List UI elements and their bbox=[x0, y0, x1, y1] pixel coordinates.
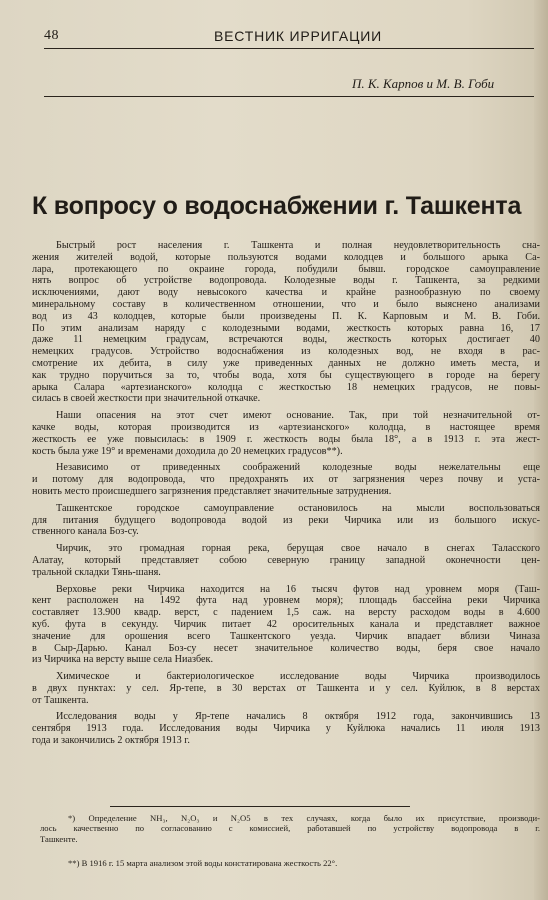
paragraph bbox=[32, 671, 540, 706]
text-line: минеральному составу в количественном отношении, что и было выяснено анализами bbox=[32, 298, 540, 310]
text-line: в двух пунктах: у сел. Яр-тепе, в 30 верстах от Ташкента и у сел. Куйлюк, в 8 верстах bbox=[32, 682, 540, 694]
text-line: Химическое и бактериологическое исследование воды Чирчика производилось bbox=[56, 671, 540, 683]
text-line: ственного канала Боз-су. bbox=[32, 526, 139, 538]
text-line: жесткость ее уже повысилась: в 1909 г. жесткость воды была 18°, а в 1913 г. эта жест- bbox=[32, 433, 540, 445]
paragraph bbox=[32, 584, 540, 667]
text-line: Чирчик, это громадная горная река, берущая свое начало в снегах Таласского bbox=[56, 543, 540, 555]
text-line: значение для орошения всего Ташкентского уезда. Чирчик впадает вблизи Чиназа bbox=[32, 630, 540, 642]
text-line: Ташкентское городское самоуправление остановилось на мысли воспользоваться bbox=[56, 502, 540, 514]
text-line: от Ташкента. bbox=[32, 694, 89, 706]
text-line: и потому для водопровода, что предохранять их от загрязнения через почву и уста- bbox=[32, 474, 540, 486]
footnote-line: *) Определение NH₃, N₂O₃ и N₂O5 в тех случаях, когда было их присутствие, производи- bbox=[68, 813, 540, 823]
article-body bbox=[32, 240, 540, 800]
text-line: вод из 43 колодцев, которые были произведены П. К. Карповым и М. В. Гоби. bbox=[32, 310, 540, 322]
paragraph bbox=[32, 462, 540, 497]
footnote-line: лось качественно по согласованию с комиссией, работавшей по устройству водопровода в г. bbox=[40, 823, 540, 834]
paragraph bbox=[32, 410, 540, 457]
text-line: жения жителей водой, которые пользуются водами колодцев и большого арыка Са- bbox=[32, 251, 540, 263]
running-header bbox=[44, 26, 534, 49]
footnote-rule bbox=[110, 806, 410, 807]
text-line: составляет 13.900 квадр. верст, с падением 1,5 саж. на версту расходом воды в 4.600 bbox=[32, 607, 540, 619]
footnote-line: Ташкенте. bbox=[40, 833, 78, 844]
paragraph bbox=[32, 503, 540, 538]
footnotes bbox=[40, 813, 540, 869]
journal-title: ВЕСТНИК ИРРИГАЦИИ bbox=[214, 28, 382, 44]
text-line: нять вопрос об устройстве водопровода. Колодезные воды г. Ташкента, за редкими bbox=[32, 275, 540, 287]
text-line: силась в своей жесткости при значительной откачке. bbox=[32, 393, 261, 405]
text-line: как трудно поручиться за то, чтобы вода, хотя бы существующего в городе на берегу bbox=[32, 369, 540, 381]
text-line: в Сыр-Дарью. Канал Боз-су несет значительное количество воды, беря свое начало bbox=[32, 642, 540, 654]
text-line: немецких градусов. Устройство водоснабжения из колодезных вод, не входя в рас- bbox=[32, 346, 540, 358]
text-line: кент расположен на 1492 фута над уровнем моря); площадь бассейна реки Чирчика bbox=[32, 595, 540, 607]
footnote bbox=[40, 858, 540, 868]
text-line: арыка Салара «артезианского» колодца с жесткостью 18 немецких градусов, не повы- bbox=[32, 381, 540, 393]
footnote bbox=[40, 813, 540, 844]
text-line: кость была уже 19° и временами доходила до 20 немецких градусов**). bbox=[32, 445, 343, 457]
text-line: качке воды, которая производится из «артезианского» колодца, в настоящее время bbox=[32, 421, 540, 433]
paragraph bbox=[32, 543, 540, 578]
footnote-line: **) В 1916 г. 15 марта анализом этой воды констатирована жесткость 22°. bbox=[68, 858, 338, 869]
text-line: новить место происшедшего загрязнения представляет значительные затруднения. bbox=[32, 485, 392, 497]
text-line: года и закончились 2 октября 1913 г. bbox=[32, 735, 190, 747]
text-line: из Чирчика на версту выше села Ниазбек. bbox=[32, 654, 214, 666]
footnote-gap bbox=[40, 844, 540, 858]
text-line: лара, протекающего по окраине города, побудили бывш. городское самоуправление bbox=[32, 263, 540, 275]
text-line: Независимо от приведенных соображений колодезные воды нежелательны еще bbox=[56, 462, 540, 474]
text-line: Исследования воды у Яр-тепе начались 8 октября 1912 года, закончившись 13 bbox=[56, 711, 540, 723]
text-line: для питания будущего водопровода водой из реки Чирчика или из большого искус- bbox=[32, 514, 540, 526]
text-line: Быстрый рост населения г. Ташкента и полная неудовлетворительность сна- bbox=[56, 240, 540, 251]
page-number: 48 bbox=[44, 28, 59, 43]
paragraph bbox=[32, 240, 540, 405]
text-line: Наши опасения на этот счет имеют основание. Так, при той незначительной от- bbox=[56, 410, 540, 422]
text-line: сентября 1913 года. Исследования воды Чирчика у Куйлюка начались 11 июля 1913 bbox=[32, 723, 540, 735]
text-line: смотрение их дебита, в силу уже приведенных данных не должно иметь места, и bbox=[32, 357, 540, 369]
text-line: По этим анализам наряду с колодезными водами, жесткость которых равна 16, 17 bbox=[32, 322, 540, 334]
text-line: даже 11 немецким градусам, встречаются воды, жесткость которых достигает 40 bbox=[32, 334, 540, 346]
authors-rule bbox=[44, 96, 534, 97]
article-authors: П. К. Карпов и М. В. Гоби bbox=[352, 76, 495, 91]
text-line: Верховье реки Чирчика находится на 16 тысяч футов над уровнем моря (Таш- bbox=[56, 583, 540, 595]
paragraph bbox=[32, 711, 540, 746]
article-title: К вопросу о водоснабжении г. Ташкента bbox=[32, 192, 522, 220]
text-line: тральной складки Тянь-шаня. bbox=[32, 566, 161, 578]
text-line: куб. фута в секунду. Чирчик питает 42 оросительных канала и представляет важное bbox=[32, 618, 540, 630]
text-line: исключениями, дают воду невысокого качества и крайне разнообразную по своему bbox=[32, 287, 540, 299]
text-line: Алатау, который представляет собою северную границу западной оконечности цен- bbox=[32, 554, 540, 566]
